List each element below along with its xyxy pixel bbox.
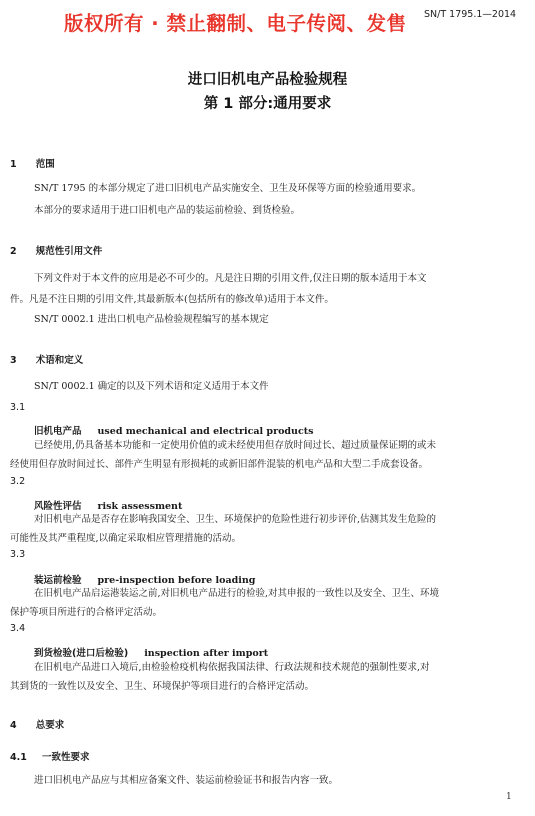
- document-subtitle: 第 1 部分:通用要求: [203, 96, 332, 112]
- term-definition-line: 其到货的一致性以及安全、卫生、环境保护等项目进行的合格评定活动。: [10, 681, 315, 692]
- term-english: inspection after import: [144, 648, 269, 659]
- term-english: pre-inspection before loading: [97, 575, 256, 586]
- section-number: 4: [10, 720, 17, 731]
- section-number: 3: [10, 355, 17, 366]
- paragraph: SN/T 0002.1 确定的以及下列术语和定义适用于本文件: [34, 381, 269, 392]
- term-definition-line: 保护等项目所进行的合格评定活动。: [10, 607, 163, 618]
- paragraph: SN/T 1795 的本部分规定了进口旧机电产品实施安全、卫生及环保等方面的检验通用要求。: [34, 183, 422, 194]
- term-number: 3.4: [10, 623, 26, 634]
- section-2-heading: [10, 239, 102, 258]
- term-definition-line: 可能性及其严重程度,以确定采取相应管理措施的活动。: [10, 533, 242, 544]
- paragraph: 进口旧机电产品应与其相应备案文件、装运前检验证书和报告内容一致。: [34, 775, 339, 786]
- section-1-heading: [10, 152, 55, 171]
- section-number: 2: [10, 246, 17, 257]
- term-chinese: 旧机电产品: [34, 426, 82, 437]
- reference-item: SN/T 0002.1 进出口机电产品检验规程编写的基本规定: [34, 314, 269, 325]
- document-title: 进口旧机电产品检验规程: [187, 72, 348, 88]
- term-chinese: 风险性评估: [34, 501, 82, 512]
- section-4-heading: [10, 713, 64, 732]
- paragraph-line: 件。凡是不注日期的引用文件,其最新版本(包括所有的修改单)适用于本文件。: [10, 294, 334, 305]
- subsection-4-1-heading: [10, 745, 89, 764]
- standard-code: SN/T 1795.1—2014: [424, 9, 517, 20]
- section-title: 范围: [35, 159, 55, 170]
- subsection-number: 4.1: [10, 752, 27, 763]
- term-heading: [34, 419, 314, 438]
- term-definition-line: 经使用但存放时间过长、部件产生明显有形损耗的或新旧部件混装的机电产品和大型二手成套设备。: [10, 459, 429, 470]
- paragraph-line: 下列文件对于本文件的应用是必不可少的。凡是注日期的引用文件,仅注日期的版本适用于本文: [34, 273, 427, 284]
- term-chinese: 到货检验(进口后检验): [34, 648, 129, 659]
- section-number: 1: [10, 159, 17, 170]
- term-definition-line: 在旧机电产品启运港装运之前,对旧机电产品进行的检验,对其申报的一致性以及安全、卫生、环境: [34, 588, 440, 599]
- term-number: 3.2: [10, 476, 26, 487]
- term-definition-line: 在旧机电产品进口入境后,由检验检疫机构依据我国法律、行政法规和技术规范的强制性要求,对: [34, 662, 430, 673]
- term-number: 3.3: [10, 549, 26, 560]
- term-definition-line: 对旧机电产品是否存在影响我国安全、卫生、环境保护的危险性进行初步评价,估测其发生危险的: [34, 514, 437, 525]
- subsection-title: 一致性要求: [41, 752, 90, 763]
- term-definition-line: 已经使用,仍具备基本功能和一定使用价值的或未经使用但存放时间过长、超过质量保证期的或未: [34, 440, 437, 451]
- term-number: 3.1: [10, 402, 26, 413]
- watermark: 版权所有 · 禁止翻制、电子传阅、发售: [64, 12, 407, 35]
- section-3-heading: [10, 348, 83, 367]
- term-english: risk assessment: [97, 501, 183, 512]
- section-title: 规范性引用文件: [35, 246, 103, 257]
- section-title: 总要求: [35, 720, 65, 731]
- page-number: 1: [506, 792, 512, 802]
- term-chinese: 装运前检验: [34, 575, 82, 586]
- section-title: 术语和定义: [35, 355, 84, 366]
- paragraph: 本部分的要求适用于进口旧机电产品的装运前检验、到货检验。: [34, 205, 301, 216]
- term-heading: [34, 641, 268, 660]
- term-english: used mechanical and electrical products: [97, 426, 314, 437]
